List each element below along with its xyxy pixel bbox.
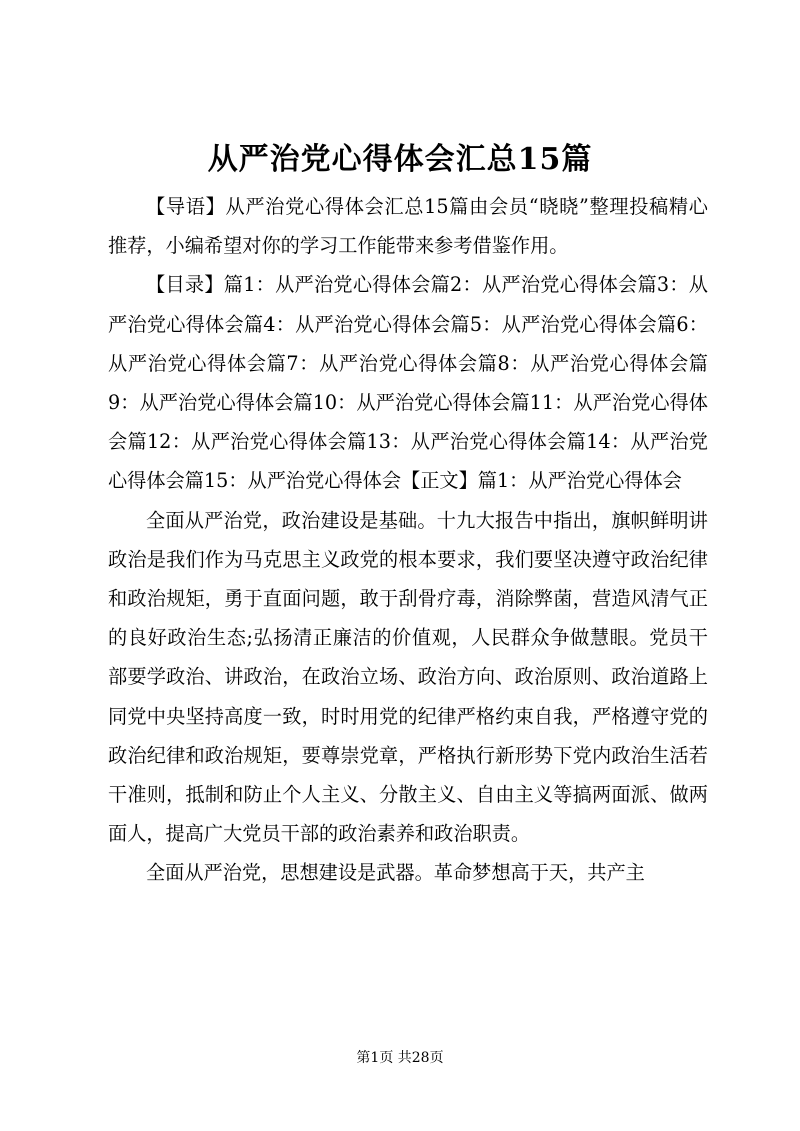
page-footer: 第1页 共28页	[356, 1050, 444, 1066]
paragraph-table-of-contents: 【目录】篇1：从严治党心得体会篇2：从严治党心得体会篇3：从严治党心得体会篇4：从严治党心得体会篇5：从严治党心得体会篇6：从严治党心得体会篇7：从严治党心得体会篇8：从严治党心得体会篇9：从严治党心得体会篇10：从严治党心得体会篇11：从严治党心得体会篇12：从严治党心得体会篇13：从严治党心得体会篇14：从严治党心得体会篇15：从严治党心得体会【正文】篇1：从严治党心得体会	[108, 273, 708, 493]
document-body	[108, 187, 708, 893]
paragraph-ideological-construction: 全面从严治党，思想建设是武器。革命梦想高于天，共产主	[146, 861, 645, 885]
paragraph-political-construction: 全面从严治党，政治建设是基础。十九大报告中指出，旗帜鲜明讲政治是我们作为马克思主义政党的根本要求，我们要坚决遵守政治纪律和政治规矩，勇于直面问题，敢于刮骨疗毒，消除弊菌，营造风清气正的良好政治生态;弘扬清正廉洁的价值观，人民群众争做慧眼。党员干部要学政治、讲政治，在政治立场、政治方向、政治原则、政治道路上同党中央坚持高度一致，时时用党的纪律严格约束自我，严格遵守党的政治纪律和政治规矩，要尊崇党章，严格执行新形势下党内政治生活若干准则，抵制和防止个人主义、分散主义、自由主义等搞两面派、做两面人，提高广大党员干部的政治素养和政治职责。	[108, 508, 708, 846]
paragraph-intro: 【导语】从严治党心得体会汇总15篇由会员“晓晓”整理投稿精心推荐，小编希望对你的学习工作能带来参考借鉴作用。	[108, 195, 708, 258]
document-title: 从严治党心得体会汇总15篇	[207, 142, 593, 177]
